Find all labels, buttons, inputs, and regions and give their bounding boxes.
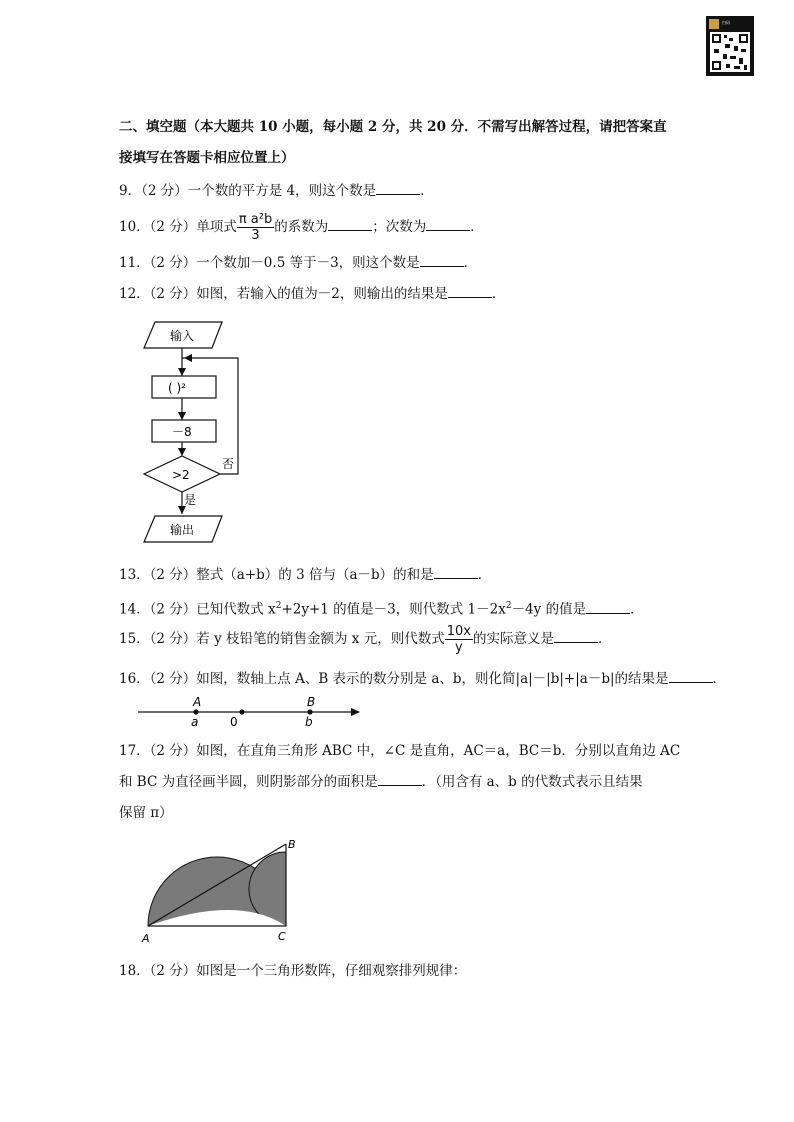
answer-blank[interactable] bbox=[376, 182, 420, 195]
flowchart-figure bbox=[140, 318, 255, 548]
flowchart-square-label: ( )² bbox=[168, 381, 186, 395]
qr-caption: 扫码 bbox=[722, 20, 730, 25]
label-A: A bbox=[193, 695, 202, 709]
question-16: 16．（2 分）如图，数轴上点 A、B 表示的数分别是 a、b，则化简|a|－|b|+|a－b|的结果是 ． bbox=[119, 671, 727, 687]
question-10: 10．（2 分）单项式 $\frac{\text{π a²b}}{3}$ 的系数为 ；次数为 ． bbox=[119, 212, 484, 243]
answer-blank[interactable] bbox=[669, 670, 713, 683]
monomial-fraction: $\frac{\text{π a²b}}{3}$ bbox=[238, 212, 273, 243]
answer-blank[interactable] bbox=[426, 218, 470, 231]
answer-blank[interactable] bbox=[328, 218, 372, 231]
question-12: 12．（2 分）如图，若输入的值为－2，则输出的结果是 ． bbox=[119, 286, 506, 302]
section-heading-line1: 二、填空题（本大题共 10 小题，每小题 2 分，共 20 分．不需写出解答过程，请把答案直 bbox=[119, 119, 667, 135]
question-13: 13．（2 分）整式（a+b）的 3 倍与（a－b）的和是 ． bbox=[119, 567, 492, 583]
answer-blank[interactable] bbox=[554, 630, 598, 643]
flowchart-minus-label: －8 bbox=[172, 425, 192, 439]
answer-blank[interactable] bbox=[420, 254, 464, 267]
answer-blank[interactable] bbox=[586, 601, 630, 614]
question-17-line3: 保留 π） bbox=[119, 805, 173, 821]
qr-code bbox=[706, 16, 754, 76]
expression-fraction: $\frac{10x}{y}$ bbox=[446, 624, 471, 655]
label-zero: 0 bbox=[230, 715, 238, 729]
point-b bbox=[307, 709, 312, 714]
label-a: a bbox=[191, 715, 199, 729]
question-18: 18．（2 分）如图是一个三角形数阵，仔细观察排列规律： bbox=[119, 963, 467, 979]
label-C: C bbox=[278, 930, 286, 943]
section-heading-line2: 接填写在答题卡相应位置上） bbox=[119, 150, 295, 166]
point-a bbox=[193, 709, 198, 714]
flowchart-compare-label: >2 bbox=[172, 468, 190, 482]
flowchart-no-label: 否 bbox=[222, 457, 235, 471]
question-11: 11．（2 分）一个数加－0.5 等于－3，则这个数是 ． bbox=[119, 255, 478, 271]
question-15: 15．（2 分）若 y 枝铅笔的销售金额为 x 元，则代数式 $\frac{10x}{y}$ 的实际意义是 ． bbox=[119, 624, 612, 655]
answer-blank[interactable] bbox=[434, 566, 478, 579]
flowchart-input-label: 输入 bbox=[170, 329, 195, 343]
triangle-semicircle-figure bbox=[138, 834, 308, 946]
flowchart-yes-label: 是 bbox=[184, 493, 197, 507]
flowchart-output-label: 输出 bbox=[170, 523, 195, 537]
label-B: B bbox=[288, 838, 296, 851]
point-zero bbox=[239, 709, 244, 714]
answer-blank[interactable] bbox=[448, 285, 492, 298]
label-b: b bbox=[305, 715, 313, 729]
answer-blank[interactable] bbox=[378, 773, 422, 786]
label-B: B bbox=[307, 695, 316, 709]
question-14: 14．（2 分）已知代数式 $x^2+2y+1$ 的值是－3，则代数式 $1-2x^2-4y$ 的值是 ． bbox=[119, 601, 644, 618]
number-line-figure bbox=[136, 694, 366, 730]
question-17-line2: 和 BC 为直径画半圆，则阴影部分的面积是 ．（用含有 a、b 的代数式表示且结果 bbox=[119, 774, 643, 790]
question-9: 9．（2 分）一个数的平方是 4，则这个数是 ． bbox=[119, 183, 434, 199]
label-A: A bbox=[142, 932, 150, 945]
question-17-line1: 17．（2 分）如图，在直角三角形 ABC 中，∠C 是直角，AC＝a，BC＝b．分别以直角边 AC bbox=[119, 743, 681, 759]
